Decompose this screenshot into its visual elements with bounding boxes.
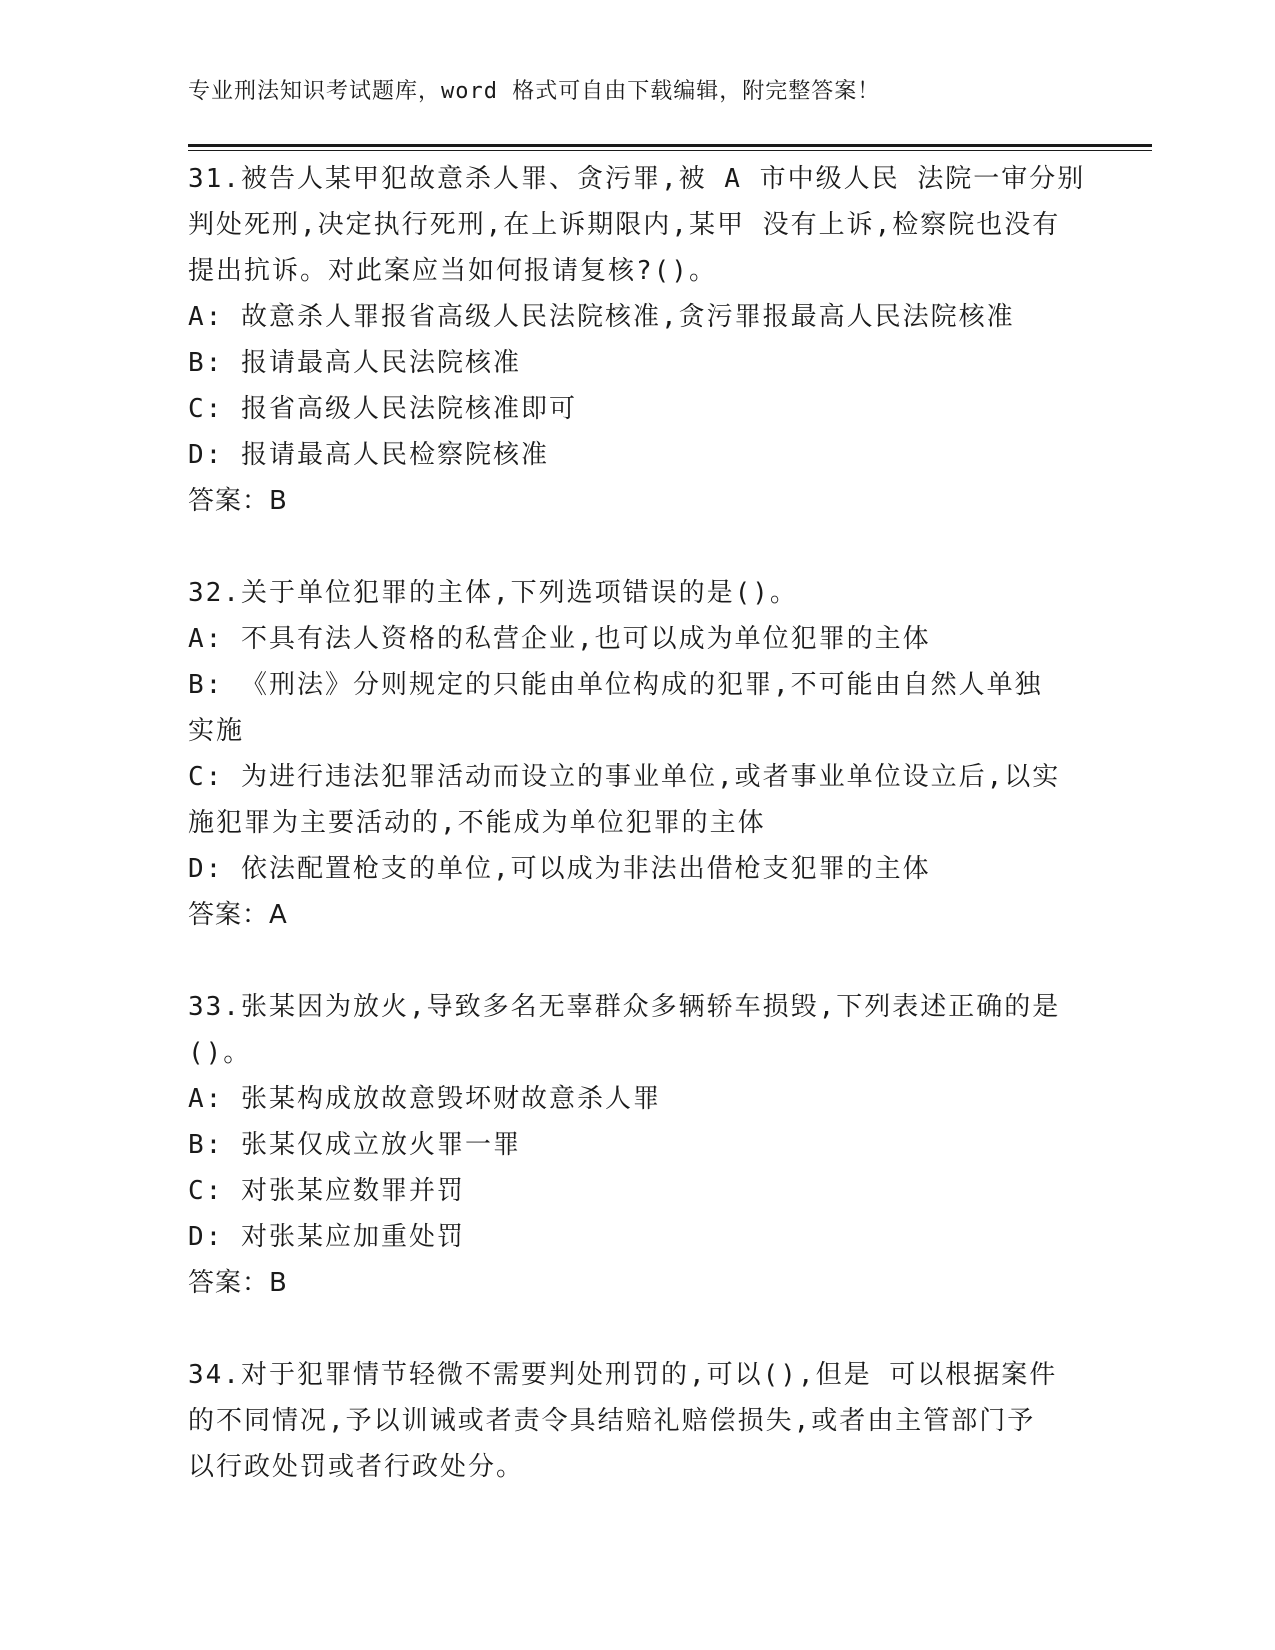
question-stem-line: 32.关于单位犯罪的主体,下列选项错误的是()。 xyxy=(188,578,798,608)
option-line: A: 张某构成放故意毁坏财故意杀人罪 xyxy=(188,1084,661,1114)
question-block xyxy=(188,570,1088,938)
answer-line: 答案：B xyxy=(188,1268,288,1298)
option-line: A: 故意杀人罪报省高级人民法院核准,贪污罪报最高人民法院核准 xyxy=(188,302,1015,332)
option-line: D: 依法配置枪支的单位,可以成为非法出借枪支犯罪的主体 xyxy=(188,854,931,884)
option-line: B: 报请最高人民法院核准 xyxy=(188,348,521,378)
question-block xyxy=(188,984,1088,1306)
option-line: B: 张某仅成立放火罪一罪 xyxy=(188,1130,521,1160)
option-line: D: 报请最高人民检察院核准 xyxy=(188,440,549,470)
question-stem-line: 的不同情况,予以训诫或者责令具结赔礼赔偿损失,或者由主管部门予 xyxy=(188,1406,1036,1436)
question-block xyxy=(188,156,1088,524)
option-line: A: 不具有法人资格的私营企业,也可以成为单位犯罪的主体 xyxy=(188,624,931,654)
header-rule-thick xyxy=(188,144,1152,147)
option-line: C: 报省高级人民法院核准即可 xyxy=(188,394,577,424)
question-stem-line: 31.被告人某甲犯故意杀人罪、贪污罪,被 A 市中级人民 法院一审分别 xyxy=(188,164,1086,194)
question-stem-line: 34.对于犯罪情节轻微不需要判处刑罚的,可以(),但是 可以根据案件 xyxy=(188,1360,1058,1390)
answer-line: 答案：B xyxy=(188,486,288,516)
option-line: 施犯罪为主要活动的,不能成为单位犯罪的主体 xyxy=(188,808,766,838)
question-stem-line: ()。 xyxy=(188,1038,252,1068)
question-stem-line: 提出抗诉。对此案应当如何报请复核?()。 xyxy=(188,256,717,286)
option-line: C: 为进行违法犯罪活动而设立的事业单位,或者事业单位设立后,以实 xyxy=(188,762,1061,792)
option-line: D: 对张某应加重处罚 xyxy=(188,1222,465,1252)
answer-line: 答案：A xyxy=(188,900,288,930)
question-stem-line: 以行政处罚或者行政处分。 xyxy=(188,1452,525,1482)
option-line: C: 对张某应数罪并罚 xyxy=(188,1176,465,1206)
question-block xyxy=(188,1352,1088,1490)
header-rule-thin xyxy=(188,150,1152,151)
question-stem-line: 判处死刑,决定执行死刑,在上诉期限内,某甲 没有上诉,检察院也没有 xyxy=(188,210,1061,240)
option-line: 实施 xyxy=(188,716,245,746)
header-note: 专业刑法知识考试题库，word 格式可自由下载编辑，附完整答案！ xyxy=(188,79,881,104)
question-list xyxy=(188,156,1088,1536)
option-line: B: 《刑法》分则规定的只能由单位构成的犯罪,不可能由自然人单独 xyxy=(188,670,1043,700)
question-stem-line: 33.张某因为放火,导致多名无辜群众多辆轿车损毁,下列表述正确的是 xyxy=(188,992,1061,1022)
